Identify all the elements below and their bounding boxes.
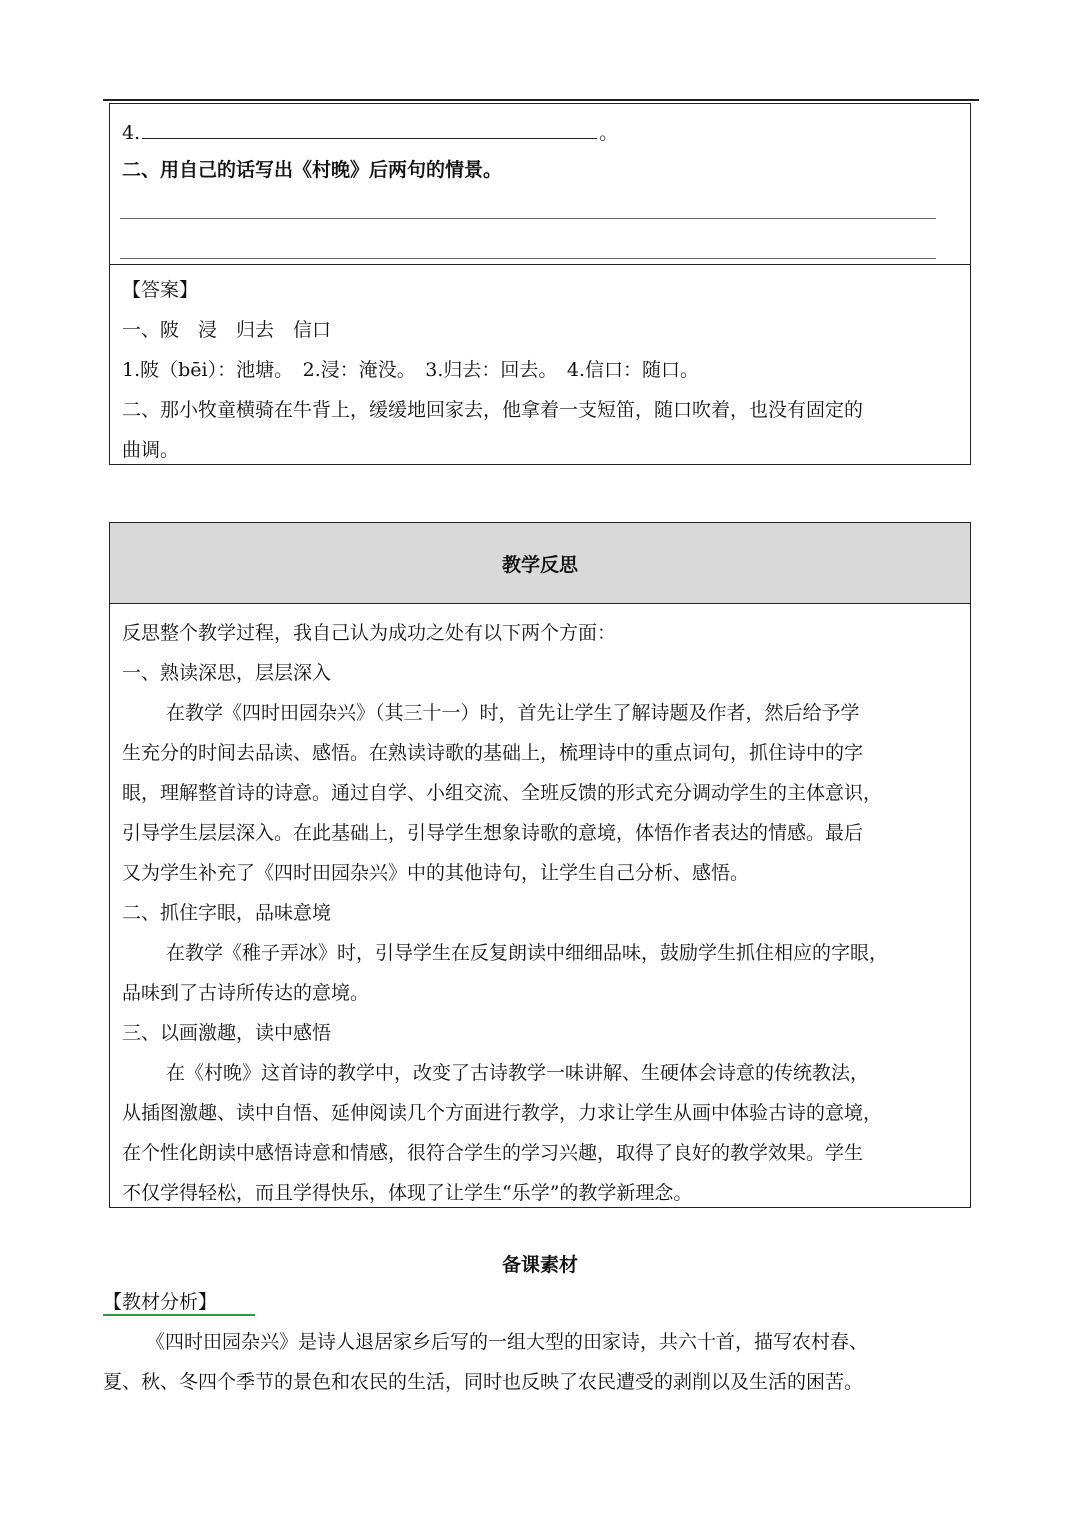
textbook-analysis-tag: 【教材分析】 <box>103 1291 218 1313</box>
item-4-blank <box>142 120 597 139</box>
analysis-line-2: 夏、秋、冬四个季节的景色和农民的生活，同时也反映了农民遭受的剥削以及生活的困苦。 <box>103 1371 864 1393</box>
reflection-line: 又为学生补充了《四时田园杂兴》中的其他诗句，让学生自己分析、感悟。 <box>122 862 750 884</box>
reflection-table <box>109 522 971 1208</box>
reflection-line: 从插图激趣、读中自悟、延伸阅读几个方面进行教学，力求让学生从画中体验古诗的意境， <box>122 1102 883 1124</box>
analysis-line-1: 《四时田园杂兴》是诗人退居家乡后写的一组大型的田家诗，共六十首，描写农村春、 <box>146 1331 869 1353</box>
reflection-line: 引导学生层层深入。在此基础上，引导学生想象诗歌的意境，体悟作者表达的情感。最后 <box>122 822 864 844</box>
reflection-line: 反思整个教学过程，我自己认为成功之处有以下两个方面： <box>122 622 617 644</box>
item-4-line <box>122 120 618 145</box>
exercise-cell <box>110 104 970 265</box>
answer-writing-line <box>120 218 936 219</box>
answer-line-1: 一、陂 浸 归去 信口 <box>122 319 332 341</box>
reflection-line: 在《村晚》这首诗的教学中，改变了古诗教学一味讲解、生硬体会诗意的传统教法， <box>166 1062 870 1084</box>
reflection-line: 品味到了古诗所传达的意境。 <box>122 982 370 1004</box>
exercise-answer-table <box>109 103 971 465</box>
reflection-header: 教学反思 <box>110 523 970 604</box>
item-4-end: 。 <box>599 122 619 144</box>
answer-line-2: 1.陂（bēi）：池塘。 2.浸：淹没。 3.归去：回去。 4.信口：随口。 <box>122 359 699 381</box>
reflection-line: 生充分的时间去品读、感悟。在熟读诗歌的基础上，梳理诗中的重点词句，抓住诗中的字 <box>122 742 864 764</box>
answer-cell <box>110 265 970 464</box>
header-rule <box>103 99 979 101</box>
reflection-heading-1: 一、熟读深思，层层深入 <box>122 662 332 684</box>
answer-line-3: 二、那小牧童横骑在牛背上，缓缓地回家去，他拿着一支短笛，随口吹着，也没有固定的 <box>122 399 864 421</box>
reflection-heading-2: 二、抓住字眼，品味意境 <box>122 902 332 924</box>
answer-label: 【答案】 <box>122 279 199 301</box>
answer-line-4: 曲调。 <box>122 439 180 461</box>
reflection-line: 在教学《稚子弄冰》时，引导学生在反复朗读中细细品味，鼓励学生抓住相应的字眼， <box>166 942 889 964</box>
item-4-number: 4. <box>122 122 141 144</box>
reflection-line: 在个性化朗读中感悟诗意和情感，很符合学生的学习兴趣，取得了良好的教学效果。学生 <box>122 1142 864 1164</box>
reflection-line: 在教学《四时田园杂兴》（其三十一）时，首先让学生了解诗题及作者，然后给予学 <box>166 702 860 724</box>
reflection-heading-3: 三、以画激趣，读中感悟 <box>122 1022 332 1044</box>
reflection-line: 眼，理解整首诗的诗意。通过自学、小组交流、全班反馈的形式充分调动学生的主体意识， <box>122 782 883 804</box>
tag-underline <box>103 1314 255 1316</box>
materials-title: 备课素材 <box>501 1254 578 1276</box>
answer-writing-line <box>120 258 936 259</box>
reflection-line: 不仅学得轻松，而且学得快乐，体现了让学生“乐学”的教学新理念。 <box>122 1182 693 1204</box>
question-2-title: 二、用自己的话写出《村晚》后两句的情景。 <box>122 159 503 181</box>
